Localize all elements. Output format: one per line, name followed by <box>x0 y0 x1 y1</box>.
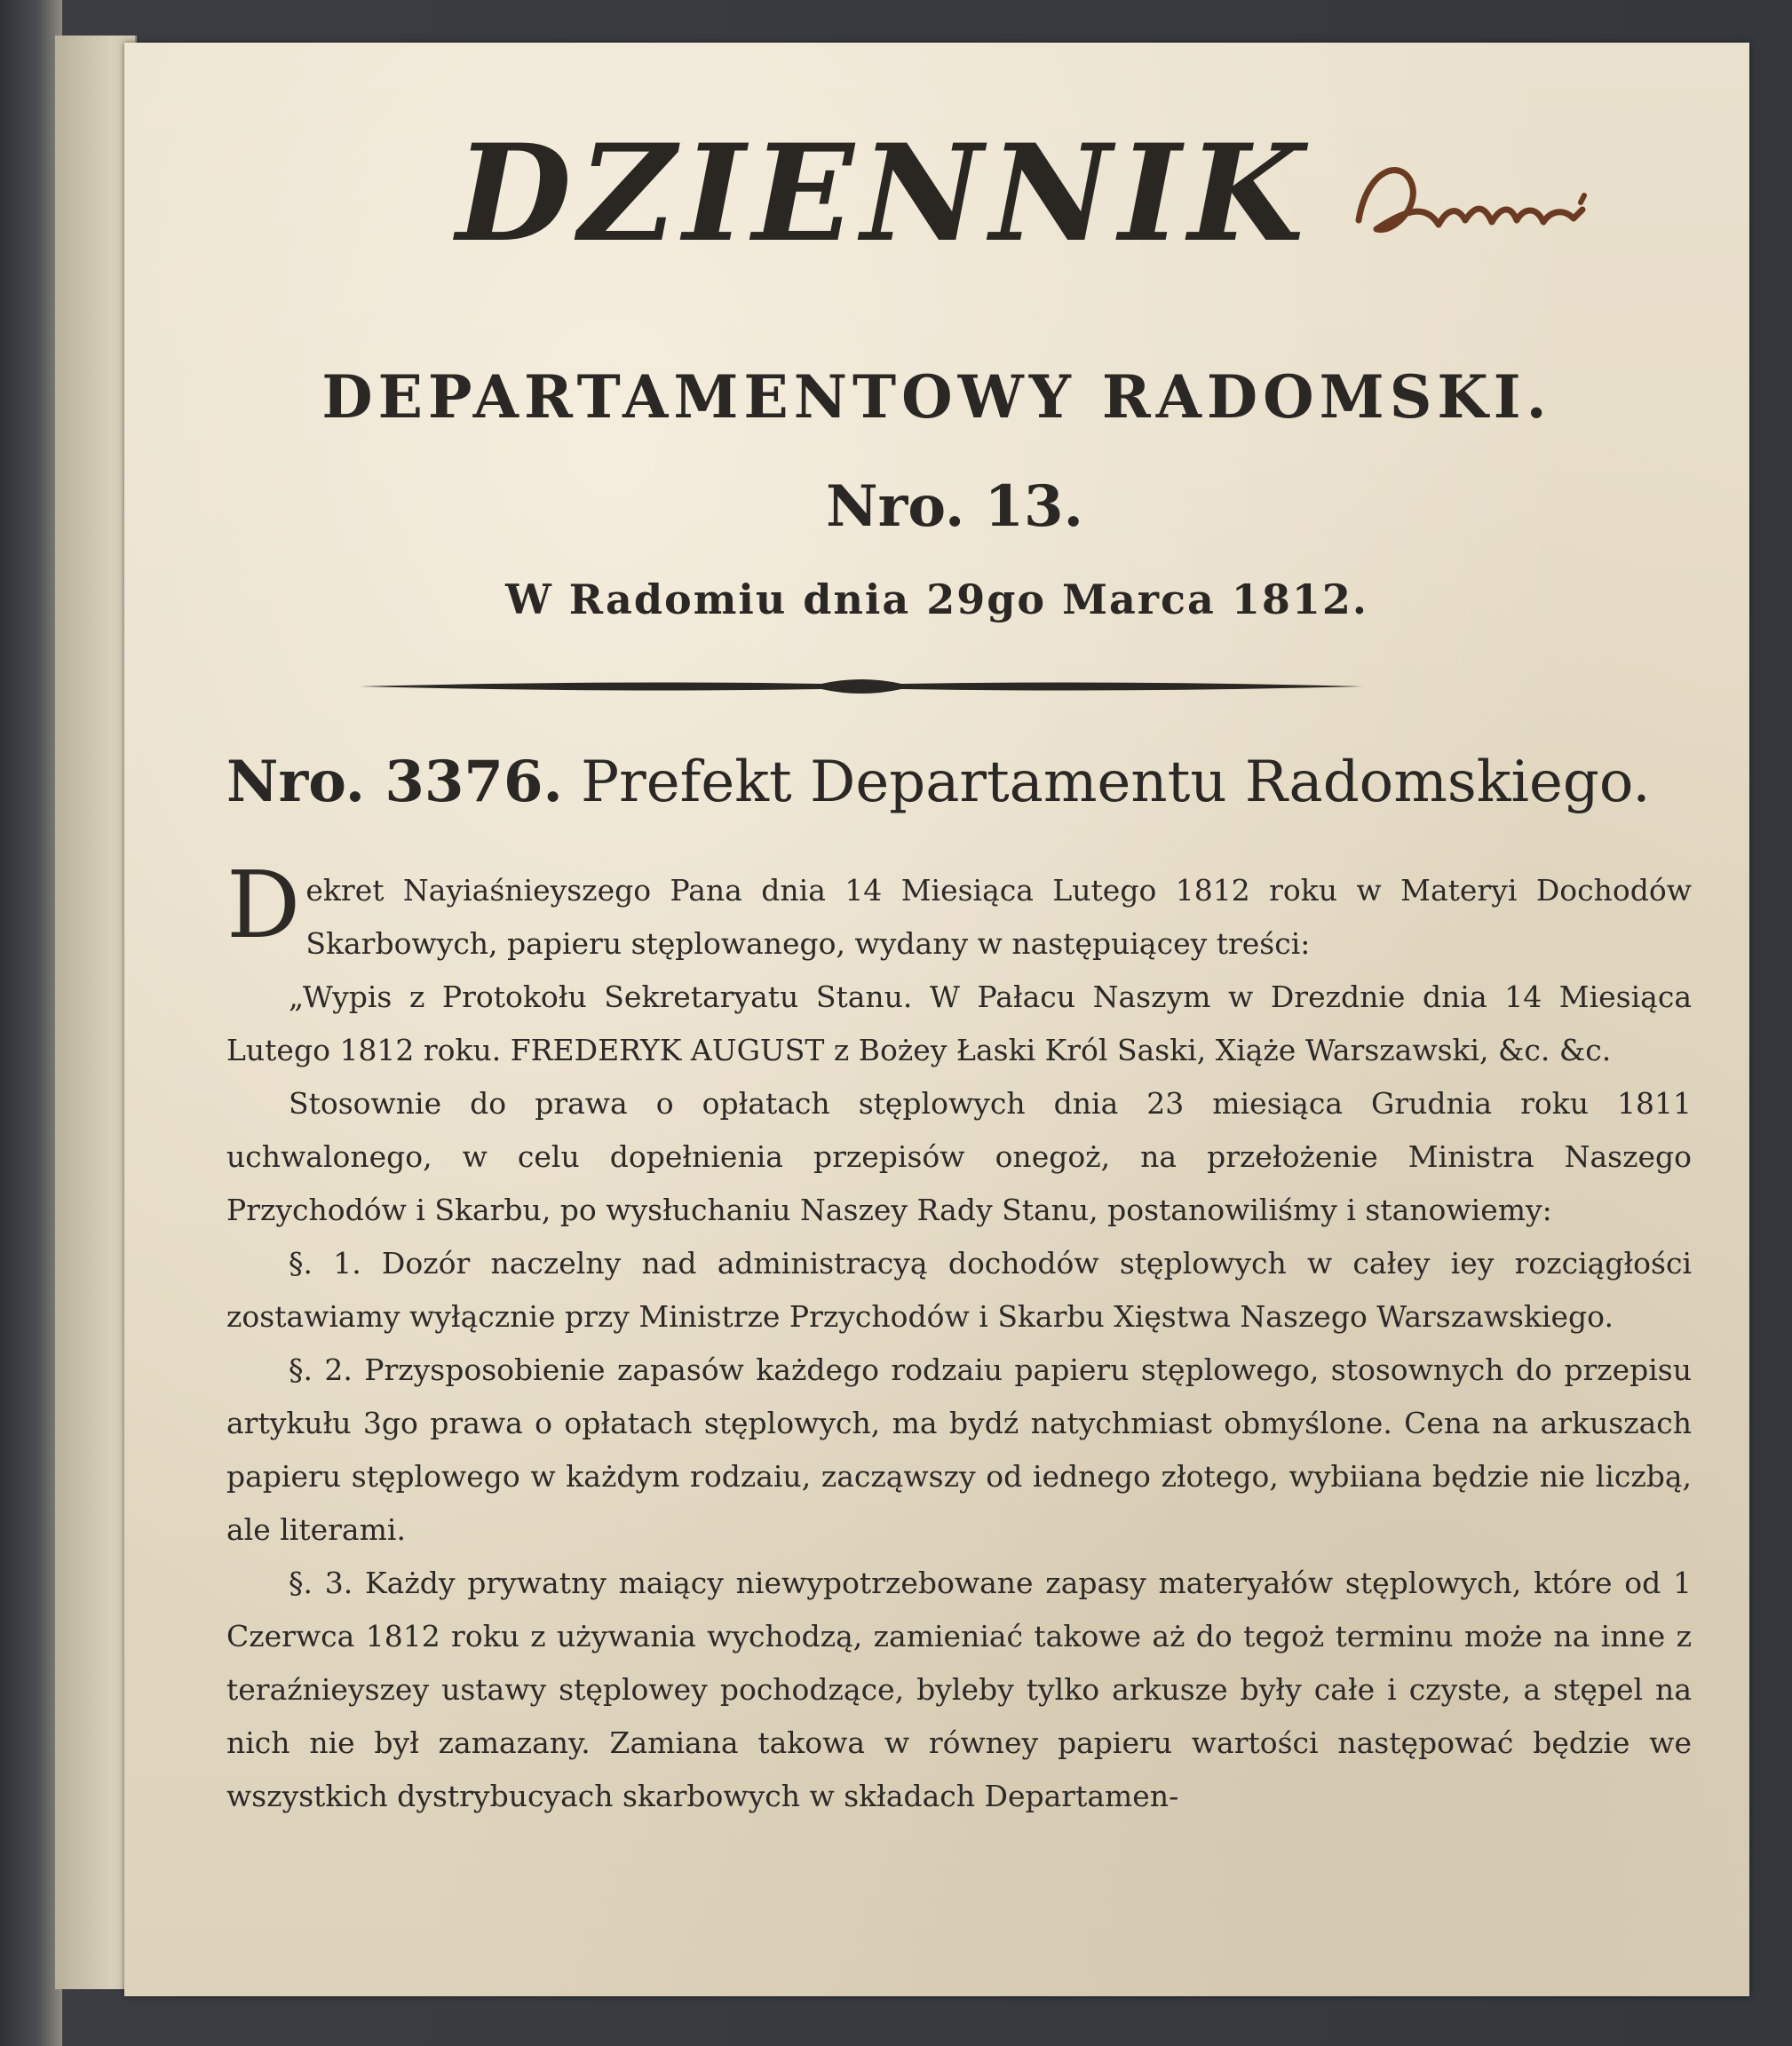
drop-cap: D <box>226 851 301 959</box>
article-heading-number: Nro. 3376. <box>226 749 563 815</box>
book-binding-edge <box>0 0 62 2046</box>
article-heading <box>226 749 1692 815</box>
issue-number: Nro. 13. <box>826 473 1083 540</box>
dateline: W Radomiu dnia 29go Marca 1812. <box>505 575 1368 623</box>
paragraph-preamble: Stosownie do prawa o opłatach stęplowych dnia 23 miesiąca Grudnia roku 1811 uchwalonego, w celu dopełnienia przepisów onegoż, na przełożenie Ministra Naszego Przychodów i Skarbu, po wysłuchaniu Naszey Rady Stanu, postanowiliśmy i stanowiemy: <box>226 1086 1692 1227</box>
paragraph-text: ekret Nayiaśnieyszego Pana dnia 14 Miesiąca Lutego 1812 roku w Materyi Dochodów Skarbowych, papieru stęplowanego, wydany w następuiącey treści: <box>305 873 1692 961</box>
paragraph-section-2: §. 2. Przysposobienie zapasów każdego rodzaiu papieru stęplowego, stosownych do przepisu artykułu 3go prawa o opłatach stęplowych, ma bydź natychmiast obmyślone. Cena na arkuszach papieru stęplowego w każdym rodzaiu, zacząwszy od iednego złotego, wybiiana będzie nie liczbą, ale literami. <box>226 1352 1692 1547</box>
paragraph-section-1: §. 1. Dozór naczelny nad administracyą dochodów stęplowych w całey iey rozciągłości zostawiamy wyłącznie przy Ministrze Przychodów i Skarbu Xięstwa Naszego Warszawskiego. <box>226 1246 1692 1334</box>
masthead-title: DZIENNIK <box>456 115 1312 272</box>
article-body <box>226 851 1692 1823</box>
article-heading-title: Prefekt Departamentu Radomskiego. <box>581 749 1651 815</box>
handwritten-signature <box>1341 149 1607 265</box>
paragraph-section-3: §. 3. Każdy prywatny maiący niewypotrzebowane zapasy materyałów stęplowych, które od 1 Czerwca 1812 roku z używania wychodzą, zamieniać takowe aż do tegoż terminu może na inne z teraźnieyszey ustawy stęplowey pochodzące, byleby tylko arkusze były całe i czyste, a stępel na nich nie był zamazany. Zamiana takowa w równey papieru wartości następować będzie we wszystkich dystrybucyach skarbowych w składach Departamen- <box>226 1566 1692 1813</box>
masthead-subtitle: DEPARTAMENTOWY RADOMSKI. <box>321 362 1552 432</box>
paragraph-decree <box>226 851 1692 971</box>
newspaper-page <box>124 43 1749 1996</box>
decorative-rule <box>360 673 1363 700</box>
paragraph-protocol: „Wypis z Protokołu Sekretaryatu Stanu. W Pałacu Naszym w Drezdnie dnia 14 Miesiąca Lutego 1812 roku. FREDERYK AUGUST z Bożey Łaski Król Saski, Xiąże Warszawski, &c. &c. <box>226 979 1692 1067</box>
